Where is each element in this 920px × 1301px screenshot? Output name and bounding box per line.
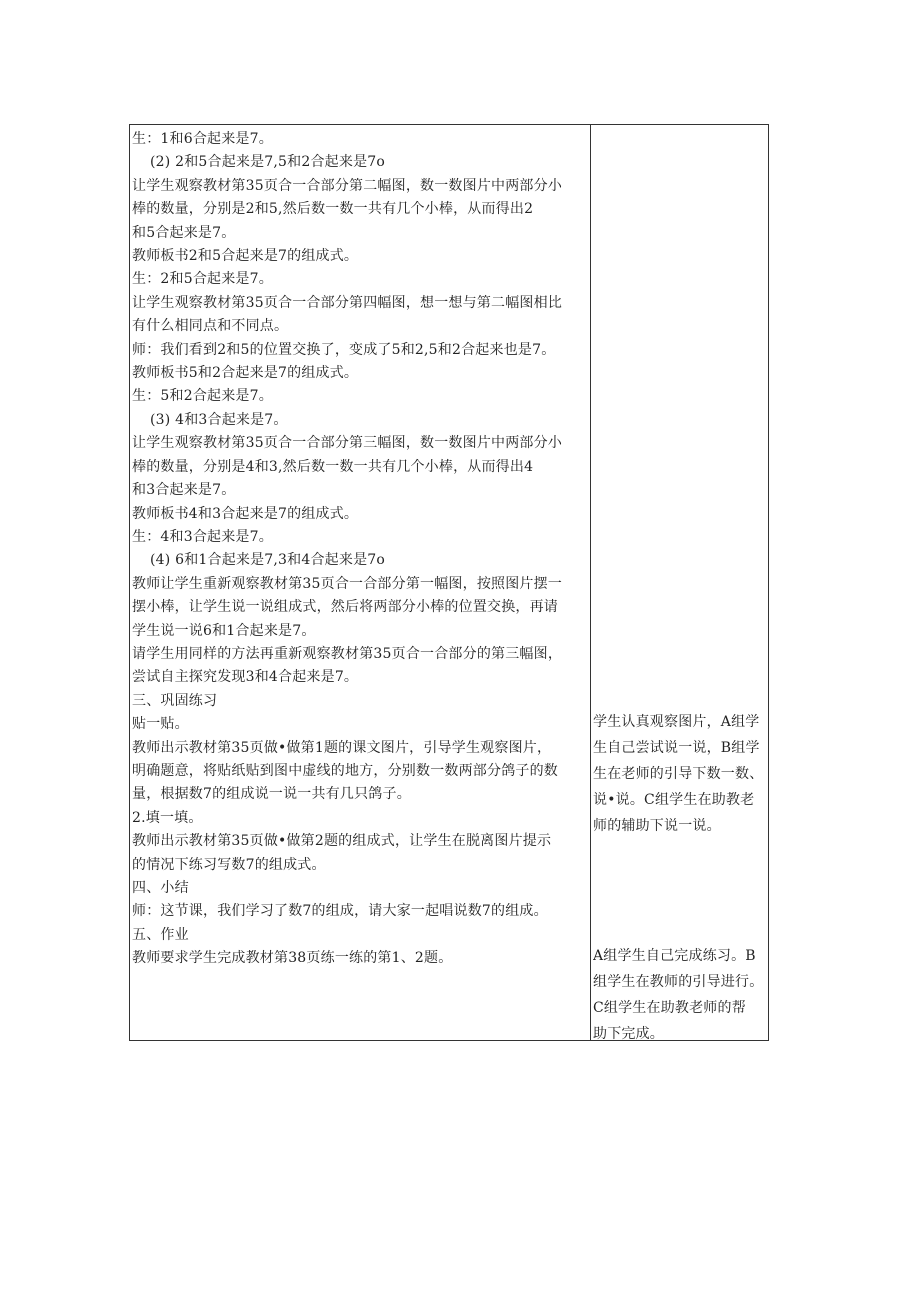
text-line: 棒的数量，分别是2和5,然后数一数一共有几个小棒，从而得出2 [132, 201, 534, 218]
text-line: 学生认真观察图片，A组学 [593, 714, 760, 730]
text-line: 学生说一说6和1合起来是7。 [132, 622, 316, 639]
text-line: 生：2和5合起来是7。 [132, 271, 273, 288]
text-line: 让学生观察教材第35页合一合部分第二幅图，数一数图片中两部分小 [132, 177, 563, 194]
text-line: 生：1和6合起来是7。 [132, 131, 273, 147]
student-activity-column [591, 125, 768, 1040]
section-heading: 四、小结 [132, 880, 189, 896]
activity-note-practice [593, 709, 769, 839]
section-heading: 三、巩固练习 [132, 692, 218, 709]
text-line: 摆小棒，让学生说一说组成式，然后将两部分小棒的位置交换，再请 [132, 599, 558, 616]
text-line: (2) 2和5合起来是7,5和2合起来是7o [150, 154, 386, 171]
text-line: 教师板书4和3合起来是7的组成式。 [132, 505, 359, 522]
text-line: 生自己尝试说一说，B组学 [593, 740, 760, 756]
teaching-process-column [130, 125, 591, 1040]
text-line: 尝试自主探究发现3和4合起来是7。 [132, 669, 359, 686]
text-line: 教师板书2和5合起来是7的组成式。 [132, 248, 359, 265]
text-line: C组学生在助教老师的帮 [593, 1000, 746, 1016]
text-line: 生：5和2合起来是7。 [132, 388, 273, 405]
text-line: 师：我们看到2和5的位置交换了，变成了5和2,5和2合起来也是7。 [132, 341, 556, 358]
text-line: 明确题意，将贴纸贴到图中虚线的地方，分别数一数两部分鸽子的数 [132, 762, 558, 779]
text-line: 助下完成。 [593, 1026, 664, 1042]
text-line: 教师板书5和2合起来是7的组成式。 [132, 365, 359, 382]
text-line: 组学生在教师的引导进行。 [593, 974, 764, 990]
activity-note-homework [593, 943, 769, 1047]
text-line: 和5合起来是7。 [132, 224, 236, 241]
text-line: 棒的数量，分别是4和3,然后数一数一共有几个小棒，从而得出4 [132, 458, 534, 475]
text-line: 生在老师的引导下数一数、 [593, 766, 764, 782]
text-line: 量，根据数7的组成说一说一共有几只鸽子。 [132, 786, 411, 803]
text-line: 和3合起来是7。 [132, 482, 236, 499]
text-line: (4) 6和1合起来是7,3和4合起来是7o [150, 552, 386, 569]
section-heading: 五、作业 [132, 926, 189, 943]
text-line: 的情况下练习写数7的组成式。 [132, 856, 326, 873]
text-line: 说•说。C组学生在助教老 [593, 792, 755, 808]
text-line: 请学生用同样的方法再重新观察教材第35页合一合部分的第三幅图， [132, 645, 563, 662]
text-line: (3) 4和3合起来是7。 [150, 411, 288, 428]
text-line: 教师要求学生完成教材第38页练一练的第1、2题。 [132, 950, 453, 967]
text-line: 让学生观察教材第35页合一合部分第三幅图，数一数图片中两部分小 [132, 435, 563, 452]
text-line: 教师让学生重新观察教材第35页合一合部分第一幅图，按照图片摆一 [132, 575, 563, 592]
text-line: 生：4和3合起来是7。 [132, 528, 273, 545]
text-line: 师的辅助下说一说。 [593, 818, 721, 834]
text-line: 教师出示教材第35页做•做第1题的课文图片，引导学生观察图片， [132, 739, 552, 756]
text-line: 让学生观察教材第35页合一合部分第四幅图，想一想与第二幅图相比 [132, 294, 563, 311]
text-line: 2.填一填。 [132, 809, 203, 826]
text-line: 师：这节课，我们学习了数7的组成，请大家一起唱说数7的组成。 [132, 903, 548, 920]
text-line: 贴一贴。 [132, 716, 189, 733]
text-line: A组学生自己完成练习。B [593, 948, 756, 964]
text-line: 有什么相同点和不同点。 [132, 318, 289, 335]
text-line: 教师出示教材第35页做•做第2题的组成式，让学生在脱离图片提示 [132, 833, 552, 850]
lesson-table [129, 124, 769, 1041]
